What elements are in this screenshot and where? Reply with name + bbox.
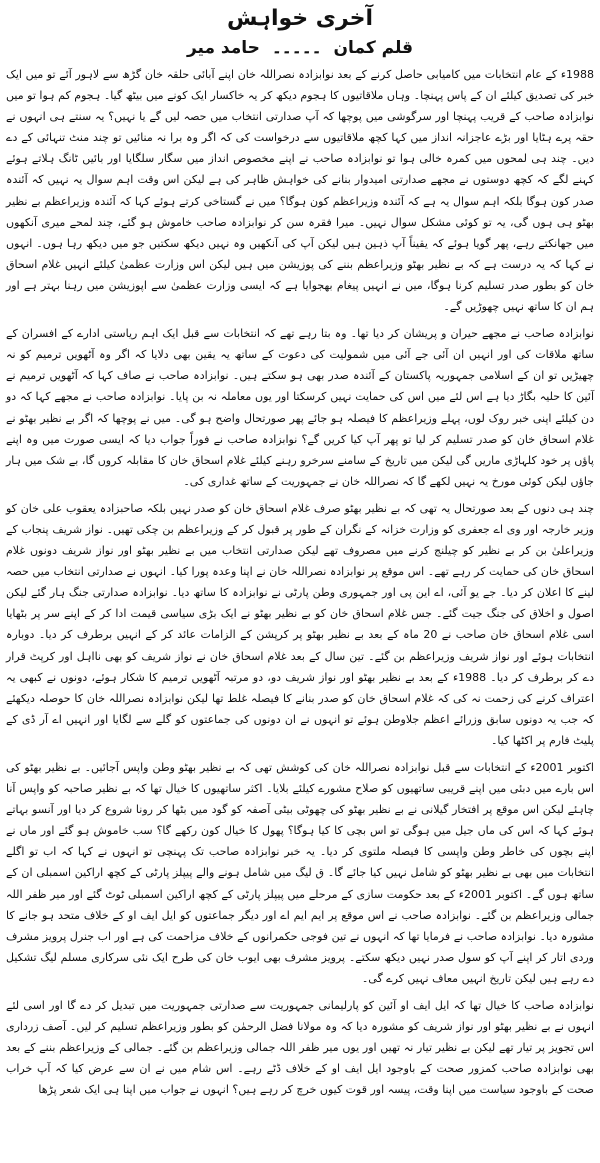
paragraph: چند ہی دنوں کے بعد صورتحال یہ تھی کہ بے نظیر بھٹو صرف غلام اسحاق خان کو صدر نہیں بلکہ صاحبزادہ یعقوب علی خان کو وزیر خارجہ اور وی اے جعفری کو وزارت خزانہ کے نگران کے طور پر قبول کر کے وزیراعظم بن چکی تھیں۔ نواز شریف پنجاب کے وزیراعلیٰ بن کر بے نظیر کو چیلنج کرنے میں مصروف تھے لیکن صدارتی انتخاب میں بے نظیر بھٹو اور نواز شریف دونوں غلام اسحاق خان کی حمایت کر رہے تھے۔ اس موقع پر نوابزادہ نصراللہ خان نے اپنا وعدہ پورا کیا۔ انہوں نے صدارتی انتخاب میں حصہ لینے کا اعلان کر دیا۔ جے یو آئی، اے این پی اور جمہوری وطن پارٹی نے نوابزادہ کا ساتھ دیا۔ نوابزادہ صدارتی جنگ ہار گئے لیکن اصول و اخلاق کی جنگ جیت گئے۔ جس غلام اسحاق خان کو بے نظیر بھٹو نے ایک بڑی سیاسی قیمت ادا کر کے اپنے سر پر بٹھایا اسی غلام اسحاق خان صاحب نے 20 ماہ کے بعد بے نظیر بھٹو پر کرپشن کے الزامات عائد کر کے انہیں برطرف کر دیا۔ دوبارہ انتخابات ہوئے اور نواز شریف وزیراعظم بن گئے۔ تین سال کے بعد غلام اسحاق خان نے نواز شریف کو بھی نااہل اور کرپٹ قرار دے کر برطرف کر دیا۔ 1988ء کے بعد بے نظیر بھٹو اور نواز شریف دو، دو مرتبہ آٹھویں ترمیم کا شکار ہوئے، دونوں نے کبھی یہ اعتراف کرنے کی زحمت نہ کی کہ غلام اسحاق خان کو صدر بنانے کا فیصلہ غلط تھا لیکن نوابزادہ نصراللہ خان کا حوصلہ دیکھئے کہ جب یہ دونوں سابق وزرائے اعظم جلاوطن ہوئے تو انہوں نے ان دونوں کی جماعتوں کو گلے سے لگایا اور انہیں اے آر ڈی کے پلیٹ فارم پر اکٹھا کیا۔ bbox=[6, 501, 594, 747]
byline-separator: ۔۔۔۔۔ bbox=[271, 38, 322, 58]
author-name: حامد میر bbox=[186, 38, 260, 58]
column-name: قلم کمان bbox=[333, 38, 414, 58]
article-title: آخری خواہش bbox=[226, 6, 374, 31]
paragraph: اکتوبر 2001ء کے انتخابات سے قبل نوابزادہ نصراللہ خان کی کوشش تھی کہ بے نظیر بھٹو وطن واپس آجائیں۔ بے نظیر بھٹو کی اس بارے میں دبئی میں اپنے قریبی ساتھیوں کو صلاح مشورے کیلئے بلایا۔ اکثر ساتھیوں کا خیال تھا کہ بے نظیر صاحبہ کو واپس آنا چاہئے لیکن اس موقع پر افتخار گیلانی نے بے نظیر بھٹو کی چھوٹی بیٹی آصفہ کو گود میں بٹھا کر رونا شروع کر دیا اور آنسو بہاتے ہوئے کہا کہ اس کی ماں جیل میں ہوگی تو اس بچی کا کیا ہوگا؟ پھول کا خیال کون رکھے گا؟ سب خاموش ہو گئے اور ماں نے اپنے بچوں کی خاطر وطن واپسی کا فیصلہ ملتوی کر دیا۔ یہ خبر نوابزادہ صاحب تک پہنچی تو انہوں نے کہا کہ اب تو اگلے انتخابات میں بھی بے نظیر بھٹو کو شامل نہیں کیا جائے گا۔ ق لیگ میں شامل ہونے والے پیپلز پارٹی کے کچھ اراکین اسمبلی ان کے ساتھ ہوں گے۔ اکتوبر 2001ء کے بعد حکومت سازی کے مرحلے میں پیپلز پارٹی کے کچھ اراکین اسمبلی ٹوٹ گئے اور میر ظفر اللہ جمالی وزیراعظم بن گئے۔ نوابزادہ صاحب نے اس موقع پر ایم ایم اے اور دیگر جماعتوں کو ایل ایف او کے خلاف متحد ہو جانے کا مشورہ دیا۔ نوابزادہ صاحب نے فرمایا تھا کہ انہوں نے تین فوجی حکمرانوں کے خلاف مزاحمت کی ہے اور اب جنرل پرویز مشرف وردی اتار کر اپنے آپ کو سول صدر نہیں دیکھ سکتے۔ پرویز مشرف بھی ایوب خان کی طرح ایک نئی سرکاری مسلم لیگ تشکیل دے رہے ہیں لیکن تاریخ انہیں معاف نہیں کرے گی۔ bbox=[6, 761, 595, 985]
article-body bbox=[6, 64, 594, 1101]
column-byline bbox=[6, 36, 594, 62]
paragraph: نوابزادہ صاحب نے مجھے حیران و پریشان کر دیا تھا۔ وہ بتا رہے تھے کہ انتخابات سے قبل ایک اہم ریاستی ادارے کے افسران کے ساتھ ملاقات کی اور انہیں ان آئی جے آئی میں شمولیت کی دعوت کے ساتھ یہ یقین بھی دلایا کہ اگر وہ آٹھویں ترمیم کو نہ چھیڑیں تو ان کے اسلامی جمہوریہ پاکستان کے آئندہ صدر بھی ہو سکتے ہیں۔ نوابزادہ صاحب نے صاف کہا کہ آٹھویں ترمیم نے آئین کا حلیہ بگاڑ دیا ہے اس لئے میں اس کی حمایت نہیں کرسکتا اور یوں معاملہ نہ بن پایا۔ نوابزادہ صاحب نے مجھے کہا کہ دو دن کیلئے اپنی خبر روک لوں، پہلے وزیراعظم کا فیصلہ ہو جائے پھر صورتحال واضح ہو گی۔ میں نے پوچھا کہ اگر بے نظیر بھٹو نے غلام اسحاق خان کو صدر تسلیم کر لیا تو پھر آپ کیا کریں گے؟ نوابزادہ صاحب نے فوراً جواب دیا کہ ایسی صورت میں وہ اپنے پاؤں پر خود کلہاڑی ماریں گی لیکن میں تاریخ کے سامنے سرخرو رہنے کیلئے غلام اسحاق خان کا مقابلہ کروں گا، بے شک میں ہار جاؤں لیکن کوئی مورخ یہ نہیں لکھے گا کہ نصراللہ خان نے جمہوریت کے ساتھ غداری کی۔ bbox=[6, 327, 594, 488]
paragraph: نوابزادہ صاحب کا خیال تھا کہ ایل ایف او آئین کو پارلیمانی جمہوریت سے صدارتی جمہوریت میں تبدیل کر دے گا اور اسی لئے انہوں نے بے نظیر بھٹو اور نواز شریف کو مشورہ دیا کہ وہ مولانا فضل الرحمٰن کو بطور وزیراعظم تسلیم کر لیں۔ آصف زرداری اس تجویز پر تیار تھے لیکن بے نظیر تیار نہ تھیں اور یوں میر ظفر اللہ جمالی وزیراعظم بن گئے۔ جمالی کے وزیراعظم بننے کے بعد بھی نوابزادہ صاحب کمزور صحت کے باوجود ایل ایف او کے خلاف ڈٹے رہے۔ اس شام میں نے ان سے عرض کیا کہ آپ خراب صحت کے باوجود سیاست میں اپنا وقت، پیسہ اور قوت کیوں خرچ کر رہے ہیں؟ انہوں نے جواب میں اپنا ہی ایک شعر پڑھا bbox=[6, 999, 594, 1097]
paragraph: 1988ء کے عام انتخابات میں کامیابی حاصل کرنے کے بعد نوابزادہ نصراللہ خان اپنے آبائی حلقہ خان گڑھ سے لاہور آئے تو میں ایک خبر کی تصدیق کیلئے ان کے پاس پہنچا۔ وہاں ملاقاتیوں کا ہجوم دیکھ کر یہ خاکسار ایک کونے میں بیٹھ گیا۔ ہجوم کم ہوا تو میں نوابزادہ صاحب کے قریب پہنچا اور سرگوشی میں پوچھا کہ آپ صدارتی انتخاب میں حصہ لیں گے یا نہیں؟ یہ سنتے ہی انہوں نے حقہ پرے ہٹایا اور بڑے عاجزانہ انداز میں کہا کچھ ملاقاتیوں سے درخواست کی کہ اگر وہ برا نہ منائیں تو چند منٹ تنہائی کے دے دیں۔ چند ہی لمحوں میں کمرہ خالی ہوا تو نوابزادہ صاحب نے اپنے مخصوص انداز میں سگار سلگایا اور بائیں ٹانگ ہلاتے ہوئے کہنے لگے کہ کچھ دوستوں نے مجھے صدارتی امیدوار بنانے کی خواہش ظاہر کی ہے لیکن اس وقت اہم سوال یہ نہیں کہ آئندہ صدر کون ہوگا بلکہ اہم سوال یہ ہے کہ آئندہ وزیراعظم کون ہوگا؟ میں نے گستاخی کرتے ہوئے کہا کہ آئندہ وزیراعظم بے نظیر بھٹو ہی ہوں گی، یہ تو کوئی مشکل سوال نہیں۔ میرا فقرہ سن کر نوابزادہ صاحب خاموش ہو گئے، چند لمحے میری آنکھوں میں جھانکتے رہے، پھر گویا ہوئے کہ یقیناً آپ ذہین ہیں لیکن آپ کی آنکھیں وہ نہیں دیکھ سکتیں جو میں دیکھ رہا ہوں۔ انہوں نے کہا کہ یہ درست ہے کہ بے نظیر بھٹو وزیراعظم بننے کی پوزیشن میں ہیں لیکن اس وزارت عظمیٰ کیلئے انہیں غلام اسحاق خان کو بطور صدر تسلیم کرنا ہوگا، میں نے انہیں پیغام بھجوایا ہے کہ ایسی وزارت عظمیٰ سے اپوزیشن میں رہنا بہتر ہے اور ہم ان کا ساتھ نہیں چھوڑیں گے۔ bbox=[6, 68, 594, 314]
